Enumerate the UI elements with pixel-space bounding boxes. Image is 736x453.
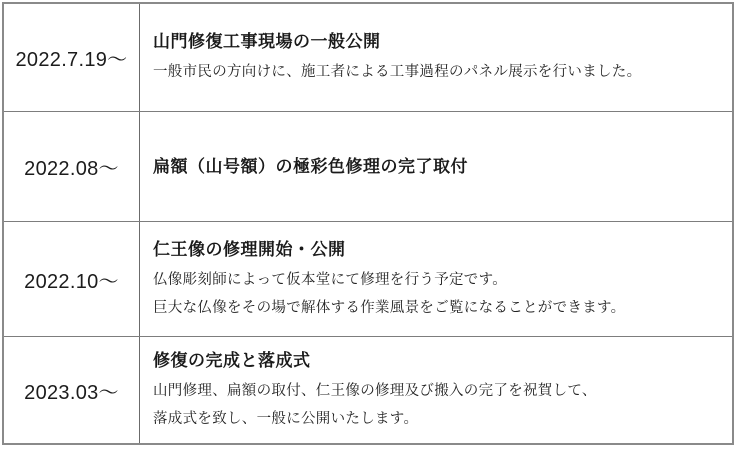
event-description-line: 山門修理、扁額の取付、仁王像の修理及び搬入の完了を祝賀して、 [153, 382, 597, 399]
restoration-schedule-table [2, 2, 734, 445]
event-cell [140, 112, 732, 221]
table-row [4, 112, 732, 222]
event-description-line: 落成式を致し、一般に公開いたします。 [153, 410, 419, 427]
table-row [4, 4, 732, 112]
event-description-line: 仏像彫刻師によって仮本堂にて修理を行う予定です。 [153, 271, 508, 288]
event-description-line: 一般市民の方向けに、施工者による工事過程のパネル展示を行いました。 [153, 64, 642, 80]
event-description-line: 巨大な仏像をその場で解体する作業風景をご覧になることができます。 [153, 299, 626, 316]
event-title: 仁王像の修理開始・公開 [153, 239, 346, 259]
event-title: 修復の完成と落成式 [153, 350, 311, 370]
event-title: 扁額（山号額）の極彩色修理の完了取付 [153, 156, 468, 176]
event-title: 山門修復工事現場の一般公開 [153, 32, 381, 51]
table-row [4, 222, 732, 337]
event-cell [140, 4, 732, 111]
date-cell: 2022.10～ [4, 222, 140, 336]
event-cell [140, 337, 732, 443]
table-row [4, 337, 732, 443]
date-cell: 2022.08～ [4, 112, 140, 221]
date-cell: 2022.7.19～ [4, 4, 140, 111]
date-cell: 2023.03～ [4, 337, 140, 443]
event-cell [140, 222, 732, 336]
